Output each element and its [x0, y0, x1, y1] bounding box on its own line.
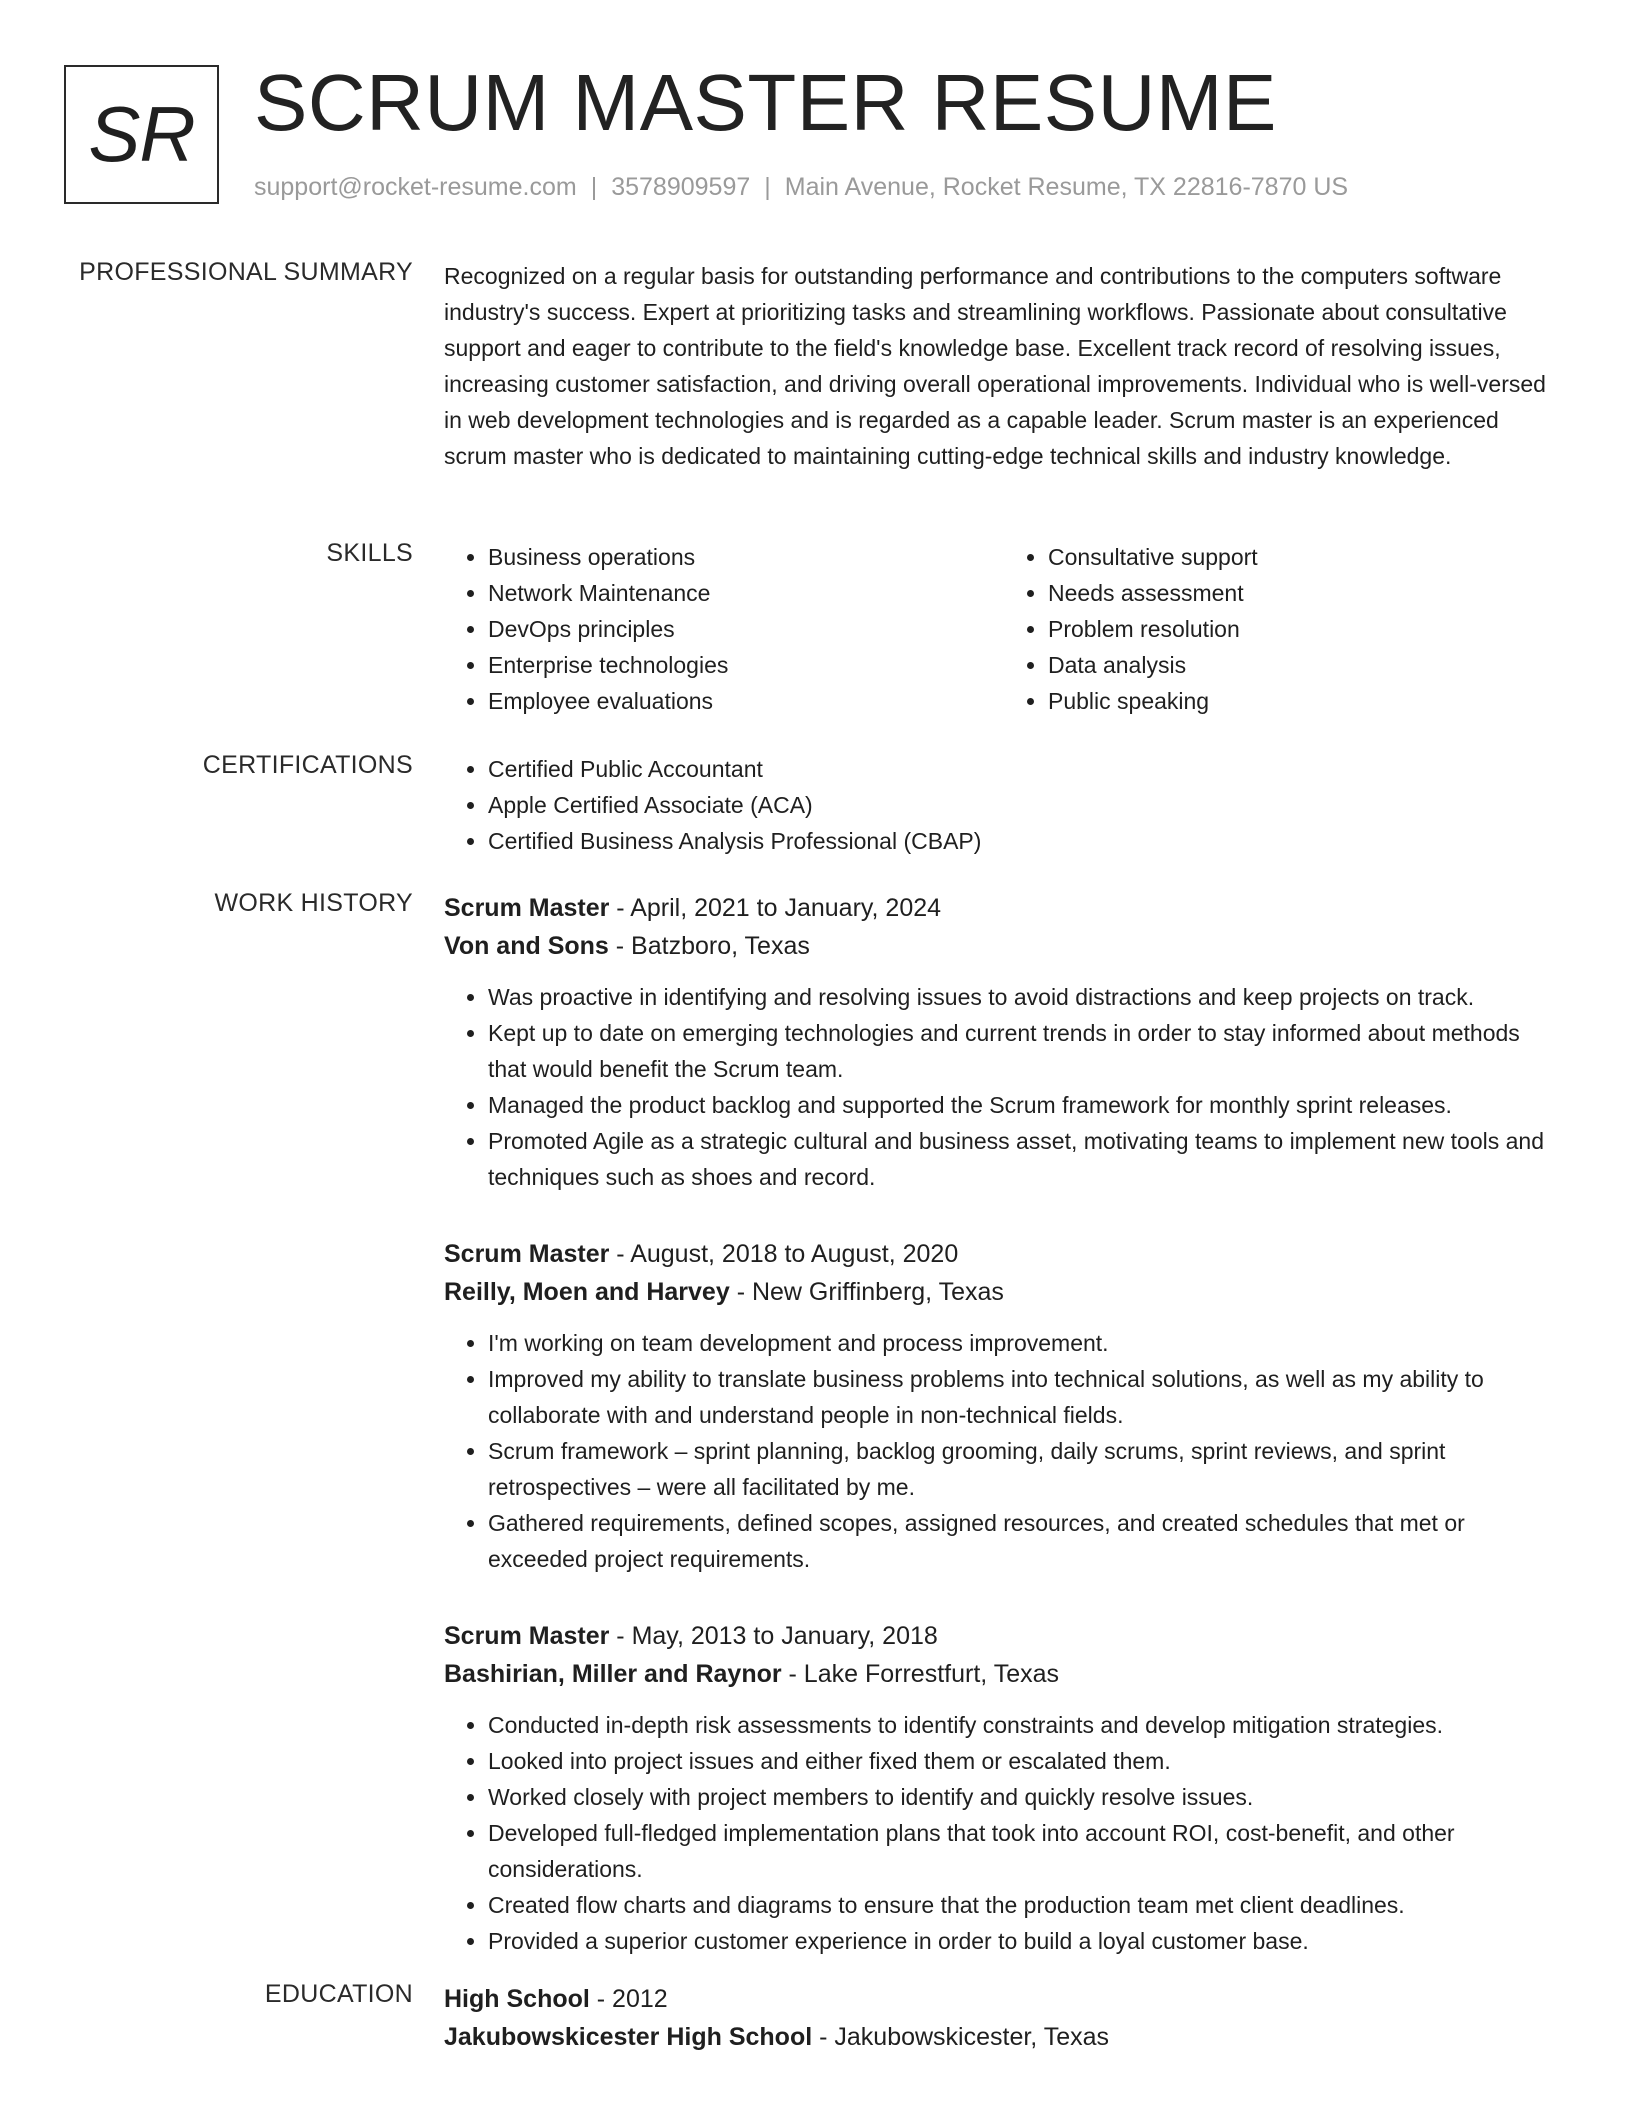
certifications-list	[444, 751, 1564, 859]
skill-item: • Public speaking	[1048, 683, 1564, 719]
certification-item: • Certified Business Analysis Professional (CBAP)	[488, 823, 1564, 859]
job-entry	[444, 889, 1564, 1195]
job-company: Bashirian, Miller and Raynor	[444, 1660, 782, 1688]
job-title-line	[444, 1617, 1564, 1655]
job-bullet: • I'm working on team development and process improvement.	[488, 1325, 1564, 1361]
certifications-heading: CERTIFICATIONS	[202, 751, 413, 779]
skill-item: • Enterprise technologies	[488, 647, 1004, 683]
skill-item: • DevOps principles	[488, 611, 1004, 647]
job-bullets	[444, 1707, 1564, 1959]
skill-item: • Network Maintenance	[488, 575, 1004, 611]
job-company-line	[444, 927, 1564, 965]
job-bullet: • Worked closely with project members to identify and quickly resolve issues.	[488, 1779, 1564, 1815]
skill-item: • Data analysis	[1048, 647, 1564, 683]
work-history-body	[444, 889, 1564, 1959]
job-bullets	[444, 1325, 1564, 1577]
skill-item: • Consultative support	[1048, 539, 1564, 575]
certification-item: • Apple Certified Associate (ACA)	[488, 787, 1564, 823]
job-bullet: • Was proactive in identifying and resolving issues to avoid distractions and keep projects on track.	[488, 979, 1564, 1015]
certifications-body	[444, 751, 1564, 859]
work-history-heading: WORK HISTORY	[214, 889, 413, 917]
education-degree-line	[444, 1980, 1564, 2018]
job-bullets	[444, 979, 1564, 1195]
job-entry	[444, 1617, 1564, 1959]
skills-list-left	[444, 539, 1004, 719]
job-title: Scrum Master	[444, 894, 610, 922]
skill-item: • Problem resolution	[1048, 611, 1564, 647]
job-bullet: • Gathered requirements, defined scopes, assigned resources, and created schedules that met or exceeded project requirements.	[488, 1505, 1564, 1577]
skill-item: • Employee evaluations	[488, 683, 1004, 719]
resume-header	[64, 58, 1564, 215]
skills-body	[444, 539, 1564, 719]
job-location: - Batzboro, Texas	[608, 932, 810, 960]
skills-list-right	[1004, 539, 1564, 719]
job-title: Scrum Master	[444, 1240, 610, 1268]
job-location: - Lake Forrestfurt, Texas	[781, 1660, 1060, 1688]
education-school: Jakubowskicester High School	[444, 2023, 813, 2051]
job-bullet: • Conducted in-depth risk assessments to identify constraints and develop mitigation strategies.	[488, 1707, 1564, 1743]
job-bullet: • Managed the product backlog and supported the Scrum framework for monthly sprint releases.	[488, 1087, 1564, 1123]
job-bullet: • Improved my ability to translate business problems into technical solutions, as well as my ability to collaborate with and understand people in non-technical fields.	[488, 1361, 1564, 1433]
job-entry	[444, 1235, 1564, 1577]
job-title-line	[444, 1235, 1564, 1273]
job-company: Von and Sons	[444, 932, 609, 960]
certification-item: • Certified Public Accountant	[488, 751, 1564, 787]
job-bullet: • Developed full-fledged implementation plans that took into account ROI, cost-benefit, and other considerations.	[488, 1815, 1564, 1887]
skill-item: • Business operations	[488, 539, 1004, 575]
job-dates: - April, 2021 to January, 2024	[609, 894, 942, 922]
job-company-line	[444, 1655, 1564, 1693]
contact-separator: |	[590, 173, 598, 201]
summary-text: Recognized on a regular basis for outstanding performance and contributions to the computers software industry's success. Expert at prioritizing tasks and streamlining workflows. Passionate about consultative support and eager to contribute to the field's knowledge base. Excellent track record of resolving issues, increasing customer satisfaction, and driving overall operational improvements. Individual who is well-versed in web development technologies and is regarded as a capable leader. Scrum master is an experienced scrum master who is dedicated to maintaining cutting-edge technical skills and industry knowledge.	[444, 263, 1546, 469]
job-location: - New Griffinberg, Texas	[729, 1278, 1004, 1306]
contact-separator: |	[764, 173, 771, 201]
job-title-line	[444, 889, 1564, 927]
education-body	[444, 1980, 1564, 2056]
job-bullet: • Looked into project issues and either fixed them or escalated them.	[488, 1743, 1564, 1779]
skill-item: • Needs assessment	[1048, 575, 1564, 611]
job-bullet: • Scrum framework – sprint planning, backlog grooming, daily scrums, sprint reviews, and sprint retrospectives – were all facilitated by me.	[488, 1433, 1564, 1505]
contact-address: Main Avenue, Rocket Resume, TX 22816-7870 US	[784, 173, 1349, 201]
education-location: - Jakubowskicester, Texas	[812, 2023, 1110, 2051]
skills-heading: SKILLS	[326, 539, 413, 567]
monogram-logo: SR	[64, 65, 219, 204]
job-bullet: • Provided a superior customer experience in order to build a loyal customer base.	[488, 1923, 1564, 1959]
contact-phone: 3578909597	[611, 173, 751, 201]
job-bullet: • Promoted Agile as a strategic cultural and business asset, motivating teams to implement new tools and techniques such as shoes and record.	[488, 1123, 1564, 1195]
job-bullet: • Kept up to date on emerging technologies and current trends in order to stay informed about methods that would benefit the Scrum team.	[488, 1015, 1564, 1087]
resume-title: SCRUM MASTER RESUME	[254, 58, 1277, 147]
education-school-line	[444, 2018, 1564, 2056]
contact-line	[254, 173, 1348, 202]
job-company-line	[444, 1273, 1564, 1311]
contact-email: support@rocket-resume.com	[254, 173, 577, 201]
job-title: Scrum Master	[444, 1622, 610, 1650]
job-bullet: • Created flow charts and diagrams to ensure that the production team met client deadlines.	[488, 1887, 1564, 1923]
education-degree: High School	[444, 1985, 590, 2013]
job-dates: - May, 2013 to January, 2018	[609, 1622, 938, 1650]
summary-heading: PROFESSIONAL SUMMARY	[79, 258, 413, 286]
education-year: - 2012	[589, 1985, 668, 2013]
job-dates: - August, 2018 to August, 2020	[609, 1240, 959, 1268]
education-heading: EDUCATION	[264, 1980, 413, 2008]
job-company: Reilly, Moen and Harvey	[444, 1278, 730, 1306]
